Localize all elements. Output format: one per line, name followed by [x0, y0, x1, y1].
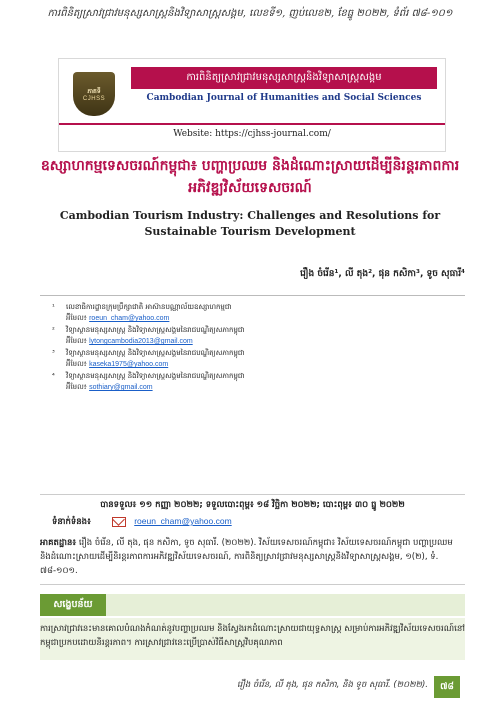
contact-label: ទំនាក់ទំនង៖ — [52, 517, 91, 527]
page-footer — [0, 670, 500, 707]
page-number: ៧៨ — [434, 676, 460, 698]
running-head: ការពិនិត្យស្រាវជ្រាវមនុស្សសាស្ត្រនិងវិទ្យាសាស្ត្រសង្គម, លេខទី១, ញប់លេខ២, ខែធ្នូ ២០២២, ទំព័រ ៧៨-១០១ — [47, 8, 453, 19]
author-email-link[interactable]: kaseka1975@yahoo.com — [89, 361, 169, 368]
citation-text: រឿង ចំរើន, លី តុង, ផុន កសិកា, ទូច សុធារី. (២០២២). វិស័យទេសចរណ៍កម្ពុជា៖ វិស័យទេសចរណ៍កម្ពុជា បញ្ហាប្រឈម និងដំណោះស្រាយដើម្បីនិរន្តរភាពការអភិវឌ្ឍវិស័យទេសចរណ៍, ការពិនិត្យស្រាវជ្រាវមនុស្សសាស្ត្រនិងវិទ្យាសាស្ត្រសង្គម, ១(២), ទំ. ៧៨-១០១. — [40, 538, 453, 576]
affiliation-institution: វិទ្យាស្ថានមនុស្សសាស្ត្រ និងវិទ្យាសាស្ត្រសង្គមនៃរាជបណ្ឌិត្យសភាកម្ពុជា — [66, 372, 245, 380]
author-email-link[interactable]: lytongcambodia2013@gmail.com — [89, 338, 193, 345]
affiliation-email-row — [66, 336, 465, 347]
article-title-kh: ឧស្សាហកម្មទេសចរណ៍កម្ពុជា៖ បញ្ហាប្រឈម និងដំណោះស្រាយដើម្បីនិរន្តរភាពការអភិវឌ្ឍវិស័យទេសចរណ៍ — [40, 158, 460, 196]
affiliation-institution: វិទ្យាស្ថានមនុស្សសាស្ត្រ និងវិទ្យាសាស្ត្រសង្គមនៃរាជបណ្ឌិត្យសភាកម្ពុជា — [66, 349, 245, 357]
citation-label: អាគតដ្ឋាន៖ — [40, 538, 77, 548]
publication-dates: បានទទួល៖ ១១ កញ្ញា ២០២២; ទទួលបោះពុម្ព៖ ១៨ វិច្ឆិកា ២០២២; បោះពុម្ព៖ ៣០ ធ្នូ ២០២២ — [40, 494, 465, 512]
email-label: អ៊ីមែល៖ — [66, 314, 87, 322]
affiliation-institution: លេខាធិការដ្ឋានក្រុមប្រឹក្សាជាតិ អាស៊ានបណ្ណាល័យឧស្សាហកម្មជា — [66, 303, 232, 311]
logo-subtext: ភាគទី — [87, 88, 101, 95]
affiliation-number: ⁴ — [52, 372, 55, 380]
affiliation-item — [52, 325, 465, 347]
mail-icon — [112, 517, 126, 527]
article-title-en: Cambodian Tourism Industry: Challenges and Resolutions for Sustainable Tourism Development — [59, 209, 441, 238]
affiliation-number: ³ — [52, 349, 55, 357]
affiliation-number: ¹ — [52, 303, 55, 311]
logo-shield-icon — [73, 72, 115, 116]
email-label: អ៊ីមែល៖ — [66, 337, 87, 345]
citation-block — [40, 536, 465, 585]
affiliation-email-row — [66, 359, 465, 370]
affiliation-email-row — [66, 313, 465, 324]
journal-masthead — [58, 58, 446, 152]
footer-citation: រឿង ចំរើន, លី តុង, ផុន កសិកា, និង ទូច សុធារី. (២០២២). — [236, 680, 428, 690]
journal-website[interactable]: Website: https://cjhss-journal.com/ — [173, 129, 331, 139]
masthead-divider — [59, 123, 445, 125]
affiliations-divider — [40, 295, 465, 296]
abstract-heading-bar — [106, 594, 465, 616]
affiliation-item — [52, 348, 465, 370]
logo-text: CJHSS — [82, 95, 106, 102]
affiliation-email-row — [66, 382, 465, 393]
email-label: អ៊ីមែល៖ — [66, 360, 87, 368]
author-email-link[interactable]: roeun_cham@yahoo.com — [89, 315, 170, 322]
affiliation-item — [52, 371, 465, 393]
abstract-text: ការស្រាវជ្រាវនេះមានគោលបំណងកំណត់នូវបញ្ហាប្រឈម និងស្វែងរកដំណោះស្រាយជាយុទ្ធសាស្ត្រ សម្រាប់ការអភិវឌ្ឍវិស័យទេសចរណ៍នៅកម្ពុជាប្រកបដោយនិរន្តរភាព។ ការស្រាវជ្រាវនេះប្រើប្រាស់វិធីសាស្ត្រវិបគុណភាព — [40, 618, 465, 660]
author-email-link[interactable]: sothiary@gmail.com — [89, 384, 153, 391]
journal-logo — [65, 65, 123, 123]
author-list: រឿង ចំរើន¹, លី តុង², ផុន កសិកា³, ទូច សុធារី⁴ — [300, 269, 465, 279]
contact-email-link[interactable]: roeun_cham@yahoo.com — [134, 516, 232, 526]
affiliations — [52, 302, 465, 394]
contact-row — [52, 516, 465, 529]
affiliation-number: ² — [52, 326, 55, 334]
abstract-heading: សង្ខេបន័យ — [40, 594, 106, 616]
affiliation-item — [52, 302, 465, 324]
affiliation-institution: វិទ្យាស្ថានមនុស្សសាស្ត្រ និងវិទ្យាសាស្ត្រសង្គមនៃរាជបណ្ឌិត្យសភាកម្ពុជា — [66, 326, 245, 334]
journal-title-kh: ការពិនិត្យស្រាវជ្រាវមនុស្សសាស្ត្រនិងវិទ្យាសាស្ត្រសង្គម — [131, 67, 437, 89]
journal-title-en: Cambodian Journal of Humanities and Social Sciences — [146, 93, 422, 103]
email-label: អ៊ីមែល៖ — [66, 383, 87, 391]
